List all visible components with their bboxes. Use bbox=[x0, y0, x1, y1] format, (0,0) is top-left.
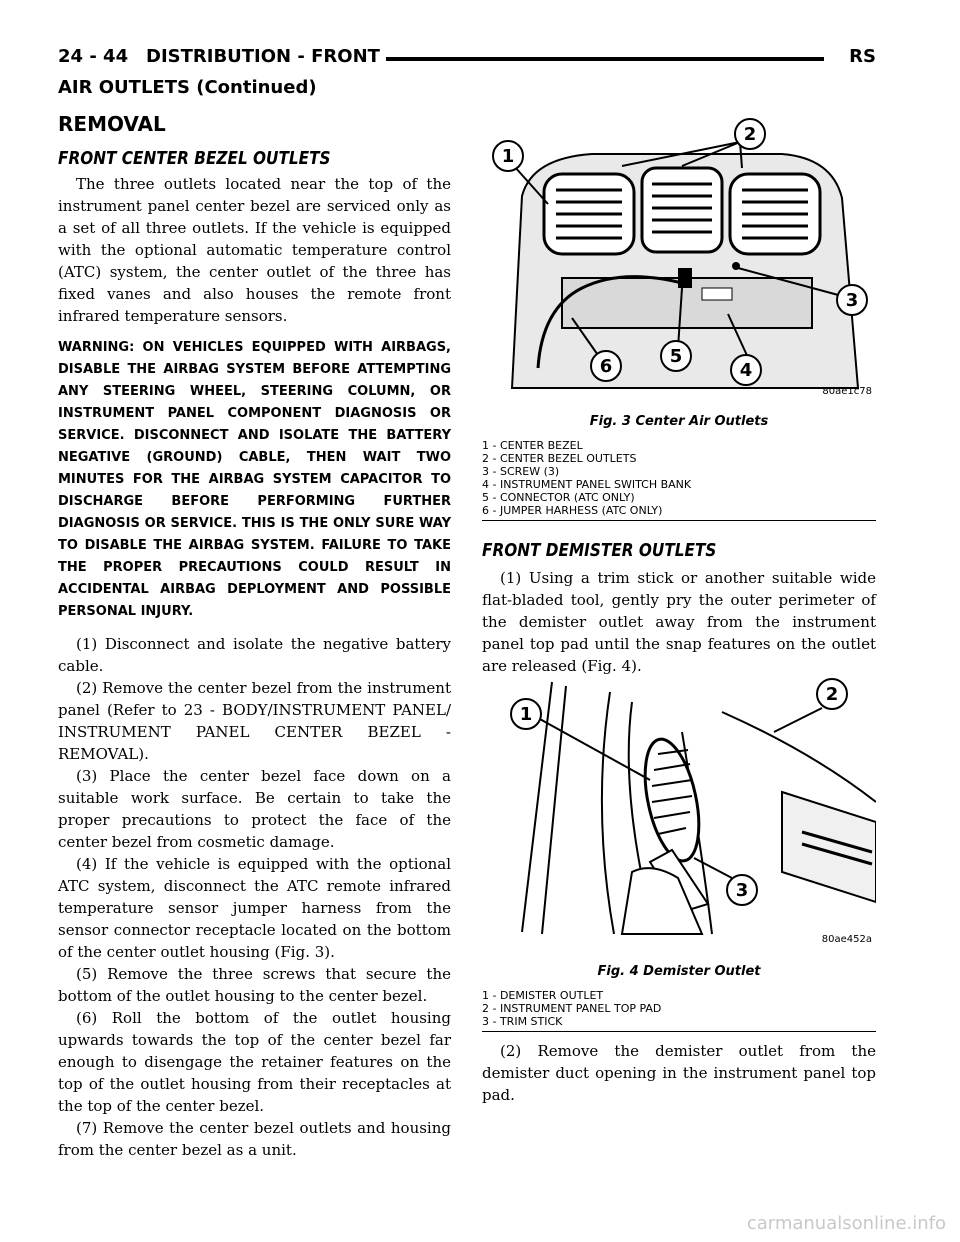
continued-heading: AIR OUTLETS (Continued) bbox=[58, 77, 317, 98]
callout-3: 3 bbox=[735, 880, 749, 901]
demister-outlet-illustration bbox=[482, 672, 876, 946]
step-7: (7) Remove the center bezel outlets and housing from the center bezel as a unit. bbox=[58, 1119, 451, 1159]
callout-6: 6 bbox=[599, 356, 613, 377]
right-column bbox=[482, 540, 876, 677]
step-5: (5) Remove the three screws that secure the bottom of the outlet housing to the center bezel. bbox=[58, 965, 451, 1005]
step-3: (3) Place the center bezel face down on a suitable work surface. Be certain to take the proper precautions to protect the face of the center bezel from cosmetic damage. bbox=[58, 767, 451, 851]
legend-item: 1 - CENTER BEZEL bbox=[482, 439, 583, 452]
watermark: carmanualsonline.info bbox=[746, 1213, 946, 1234]
figure-3-caption: Fig. 3 Center Air Outlets bbox=[589, 414, 769, 429]
atc-connector bbox=[678, 268, 692, 288]
legend-item: 5 - CONNECTOR (ATC ONLY) bbox=[482, 491, 635, 504]
page-header bbox=[58, 46, 876, 76]
figure-3-code: 80ae1c78 bbox=[822, 386, 872, 397]
figure-4-code: 80ae452a bbox=[821, 934, 872, 945]
subheading-center-bezel: FRONT CENTER BEZEL OUTLETS bbox=[58, 148, 331, 169]
legend-item: 2 - CENTER BEZEL OUTLETS bbox=[482, 452, 637, 465]
demister-step-1: (1) Using a trim stick or another suitable wide flat-bladed tool, gently pry the outer perimeter of the demister outlet away from the instrument panel top pad until the snap features on the outlet are released (Fig. 4). bbox=[482, 569, 876, 675]
figure-3-legend bbox=[482, 439, 876, 521]
section-title: REMOVAL bbox=[58, 112, 166, 136]
demister-step-2: (2) Remove the demister outlet from the demister duct opening in the instrument panel top pad. bbox=[482, 1042, 876, 1104]
callout-1: 1 bbox=[501, 146, 515, 167]
callout-5: 5 bbox=[669, 346, 683, 367]
page-number: 24 - 44 bbox=[58, 46, 129, 67]
legend-item: 2 - INSTRUMENT PANEL TOP PAD bbox=[482, 1002, 662, 1015]
step-4: (4) If the vehicle is equipped with the optional ATC system, disconnect the ATC remote infrared temperature sensor jumper harness from the sensor connector receptacle located on the bottom of the center outlet housing (Fig. 3). bbox=[58, 855, 451, 961]
warning-paragraph: WARNING: ON VEHICLES EQUIPPED WITH AIRBAGS, DISABLE THE AIRBAG SYSTEM BEFORE ATTEMPTING ANY STEERING WHEEL, STEERING COLUMN, OR INSTRUMENT PANEL COMPONENT DIAGNOSIS OR SERVICE. DISCONNECT AND ISOLATE THE BATTERY NEGATIVE (GROUND) CABLE, THEN WAIT TWO MINUTES FOR THE AIRBAG SYSTEM CAPACITOR TO DISCHARGE BEFORE PERFORMING FURTHER DIAGNOSIS OR SERVICE. THIS IS THE ONLY SURE WAY TO DISABLE THE AIRBAG SYSTEM. FAILURE TO TAKE THE PROPER PRECAUTIONS COULD RESULT IN ACCIDENTAL AIRBAG DEPLOYMENT AND POSSIBLE PERSONAL INJURY. bbox=[58, 340, 451, 619]
callout-2: 2 bbox=[825, 684, 839, 705]
center-air-outlets-illustration bbox=[482, 118, 876, 398]
left-column bbox=[58, 148, 451, 1161]
figure-4-caption: Fig. 4 Demister Outlet bbox=[597, 964, 761, 979]
figure-3 bbox=[482, 118, 876, 521]
legend-item: 3 - SCREW (3) bbox=[482, 465, 560, 478]
figure-4 bbox=[482, 672, 876, 1032]
callout-2: 2 bbox=[743, 124, 757, 145]
figure-4-legend bbox=[482, 989, 876, 1032]
header-model: RS bbox=[849, 46, 876, 67]
intro-paragraph: The three outlets located near the top of the instrument panel center bezel are serviced only as a set of all three outlets. If the vehicle is equipped with the optional automatic temperature control (ATC) system, the center outlet of the three has fixed vanes and also houses the remote front infrared temperature sensors. bbox=[58, 175, 451, 325]
callout-3: 3 bbox=[845, 290, 859, 311]
center-bezel-outlets bbox=[544, 168, 820, 254]
header-title: DISTRIBUTION - FRONT bbox=[146, 46, 386, 67]
right-column-bottom bbox=[482, 1040, 876, 1106]
legend-item: 1 - DEMISTER OUTLET bbox=[482, 989, 604, 1002]
callout-1: 1 bbox=[519, 704, 533, 725]
step-2: (2) Remove the center bezel from the instrument panel (Refer to 23 - BODY/INSTRUMENT PANEL/ INSTRUMENT PANEL CENTER BEZEL - REMOVAL). bbox=[58, 679, 451, 763]
legend-item: 6 - JUMPER HARHESS (ATC ONLY) bbox=[482, 504, 663, 517]
subheading-demister: FRONT DEMISTER OUTLETS bbox=[482, 540, 717, 561]
legend-item: 3 - TRIM STICK bbox=[482, 1015, 563, 1028]
step-1: (1) Disconnect and isolate the negative battery cable. bbox=[58, 635, 451, 675]
callout-4: 4 bbox=[739, 360, 753, 381]
step-6: (6) Roll the bottom of the outlet housing upwards towards the top of the center bezel far enough to disengage the retainer features on the top of the outlet housing from their receptacles at the top of the center bezel. bbox=[58, 1009, 451, 1115]
legend-item: 4 - INSTRUMENT PANEL SWITCH BANK bbox=[482, 478, 692, 491]
